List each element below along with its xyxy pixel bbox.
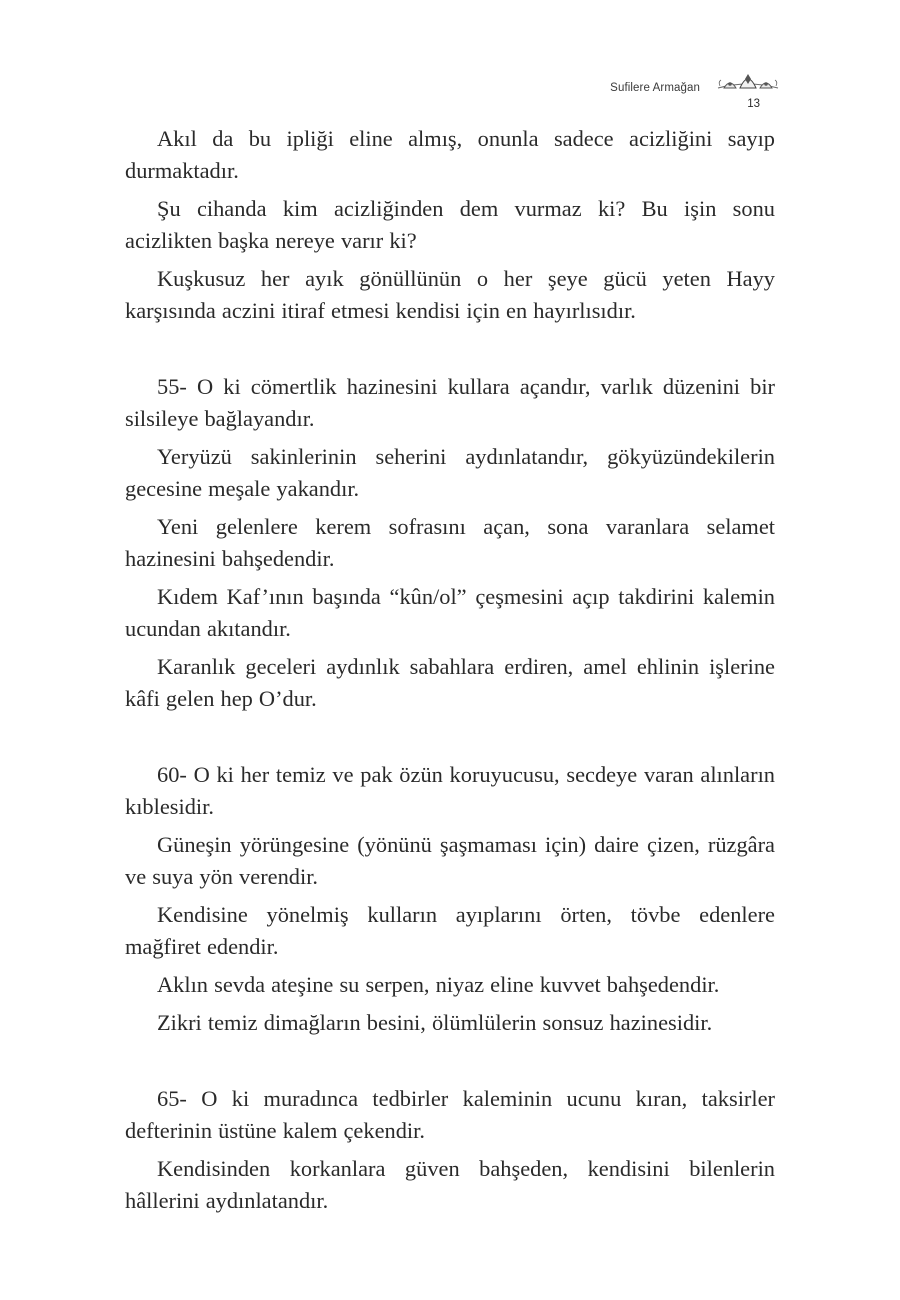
paragraph: Aklın sevda ateşine su serpen, niyaz eline kuvvet bahşedendir. (157, 972, 720, 997)
paragraph: Kendisine yönelmiş kulların ayıplarını örten, tövbe edenlere mağfiret edendir. (125, 902, 775, 959)
paragraph: Karanlık geceleri aydınlık sabahlara erdiren, amel ehlinin işlerine kâfi gelen hep O’dur. (125, 654, 775, 711)
numbered-paragraph: 55- O ki cömertlik hazinesini kullara açandır, varlık düzenini bir silsileye bağlayandır. (125, 374, 775, 431)
page-number: 13 (747, 98, 760, 110)
paragraph: Akıl da bu ipliği eline almış, onunla sadece acizliğini sayıp durmaktadır. (125, 126, 775, 183)
paragraph: Kendisinden korkanlara güven bahşeden, kendisini bilenlerin hâllerini aydınlatandır. (125, 1156, 775, 1213)
paragraph: Şu cihanda kim acizliğinden dem vurmaz ki? Bu işin sonu acizlikten başka nereye varır ki? (125, 196, 775, 253)
numbered-paragraph: 65- O ki muradınca tedbirler kaleminin ucunu kıran, taksirler defterinin üstüne kalem çekendir. (125, 1086, 775, 1143)
paragraph: Güneşin yörüngesine (yönünü şaşmaması için) daire çizen, rüzgâra ve suya yön verendir. (125, 832, 775, 889)
paragraph: Kıdem Kaf’ının başında “kûn/ol” çeşmesini açıp takdirini kalemin ucundan akıtandır. (125, 584, 775, 641)
paragraph: Kuşkusuz her ayık gönüllünün o her şeye gücü yeten Hayy karşısında aczini itiraf etmesi kendisi için en hayırlısıdır. (125, 266, 775, 323)
body-text (125, 123, 775, 1217)
paragraph: Yeryüzü sakinlerinin seherini aydınlatandır, gökyüzündekilerin gecesine meşale yakandır. (125, 444, 775, 501)
numbered-paragraph: 60- O ki her temiz ve pak özün koruyucusu, secdeye varan alınların kıblesidir. (125, 762, 775, 819)
paragraph: Yeni gelenlere kerem sofrasını açan, sona varanlara selamet hazinesini bahşedendir. (125, 514, 775, 571)
page-header (480, 68, 780, 118)
paragraph: Zikri temiz dimağların besini, ölümlülerin sonsuz hazinesidir. (157, 1010, 713, 1035)
running-title: Sufilere Armağan (610, 82, 700, 94)
floral-ornament-icon (716, 68, 780, 94)
